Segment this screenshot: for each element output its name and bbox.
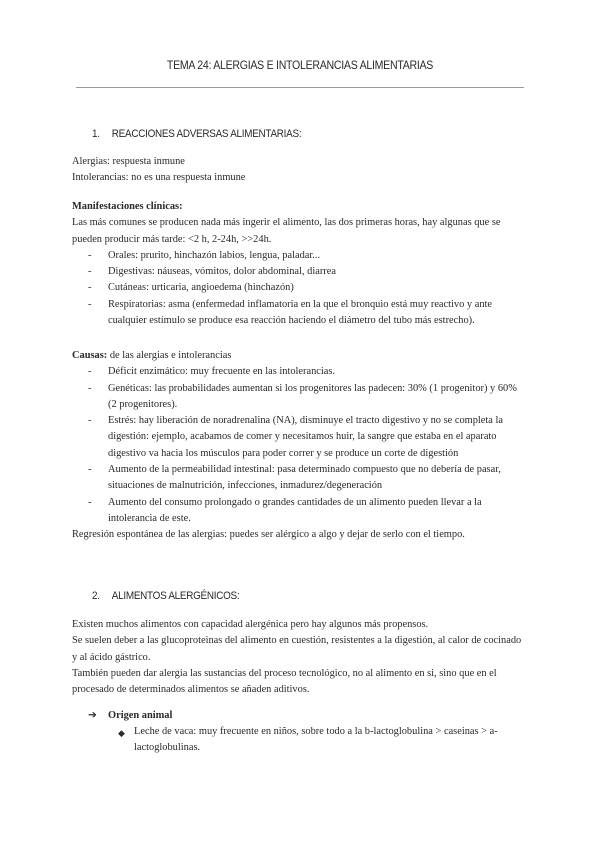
paragraph: También pueden dar alergia las sustancias del proceso tecnológico, no al alimento en si, sino que en el procesado de determinados alimentos se añaden aditivos.	[72, 667, 497, 696]
origin-animal-label: Origen animal	[108, 710, 173, 721]
diamond-bullet-icon: ◆	[118, 728, 125, 738]
section-1-heading	[92, 128, 301, 140]
list-item: - Cutáneas: urticaria, angioedema (hinchazón)	[88, 280, 528, 296]
definition-intolerances: Intolerancias: no es una respuesta inmune	[72, 172, 246, 184]
causes-intro-line	[72, 348, 528, 364]
manifestations-block	[72, 199, 528, 329]
section-1-number: 1.	[92, 128, 100, 140]
list-item: - Aumento del consumo prolongado o grandes cantidades de un alimento pueden llevar a la intolerancia de este.	[88, 495, 528, 528]
section-2-title: ALIMENTOS ALERGÉNICOS:	[111, 590, 240, 602]
paragraph: Existen muchos alimentos con capacidad alergénica pero hay algunos más propensos.	[72, 619, 429, 630]
arrow-right-icon: ➔	[88, 710, 97, 721]
list-item: - Genéticas: las probabilidades aumentan si los progenitores las padecen: 30% (1 progenitor) y 60% (2 progenitores).	[88, 381, 528, 414]
causes-intro: de las alergias e intolerancias	[107, 350, 232, 361]
document-title: TEMA 24: ALERGIAS E INTOLERANCIAS ALIMENTARIAS	[166, 60, 434, 72]
list-item: - Orales: prurito, hinchazón labios, lengua, paladar...	[88, 248, 528, 264]
manifestations-list	[72, 248, 528, 329]
title-divider	[76, 87, 524, 88]
list-item: - Estrés: hay liberación de noradrenalina (NA), disminuye el tracto digestivo y no se completa la digestión: ejemplo, acabamos de comer y necesitamos huir, la sangre que estaba en el aparato digestivo va hacia los músculos para poder correr y se produce un corte de digestión	[88, 413, 528, 462]
causes-list	[72, 364, 528, 527]
causes-heading: Causas:	[72, 350, 108, 361]
cow-milk-item	[118, 724, 498, 757]
allergenic-foods-block	[72, 617, 528, 698]
list-item: - Aumento de la permeabilidad intestinal: pasa determinado compuesto que no debería de pasar, situaciones de malnutrición, infecciones, inmadurez/degeneración	[88, 462, 528, 495]
section-2-number: 2.	[92, 590, 100, 602]
causes-block	[72, 348, 528, 544]
manifestations-intro: Las más comunes se producen nada más ingerir el alimento, las dos primeras horas, hay algunas que se pueden producir más tarde: <2 h, 2-24h, >>24h.	[72, 217, 501, 245]
definitions-block	[72, 154, 528, 187]
origin-animal-heading	[88, 708, 528, 724]
definition-allergies: Alergias: respuesta inmune	[72, 156, 185, 167]
causes-closing: Regresión espontánea de las alergias: puedes ser alérgico a algo y dejar de serlo con el tiempo.	[72, 529, 465, 541]
cow-milk-text: Leche de vaca: muy frecuente en niños, sobre todo a la b-lactoglobulina > caseinas > a-lactoglobulinas.	[134, 726, 498, 754]
section-2-heading	[92, 590, 239, 602]
list-item: - Déficit enzimático: muy frecuente en las intolerancias.	[88, 364, 528, 380]
manifestations-heading: Manifestaciones clínicas:	[72, 201, 183, 212]
list-item: - Digestivas: náuseas, vómitos, dolor abdominal, diarrea	[88, 264, 528, 280]
section-1-title: REACCIONES ADVERSAS ALIMENTARIAS:	[111, 128, 302, 140]
paragraph: Se suelen deber a las glucoproteinas del alimento en cuestión, resistentes a la digestión, al calor de cocinado y al ácido gástrico.	[72, 635, 522, 663]
list-item: - Respiratorias: asma (enfermedad inflamatoria en la que el bronquio está muy reactivo y ante cualquier estímulo se produce esa reacción haciendo el diámetro del tubo más estrecho).	[88, 297, 528, 330]
